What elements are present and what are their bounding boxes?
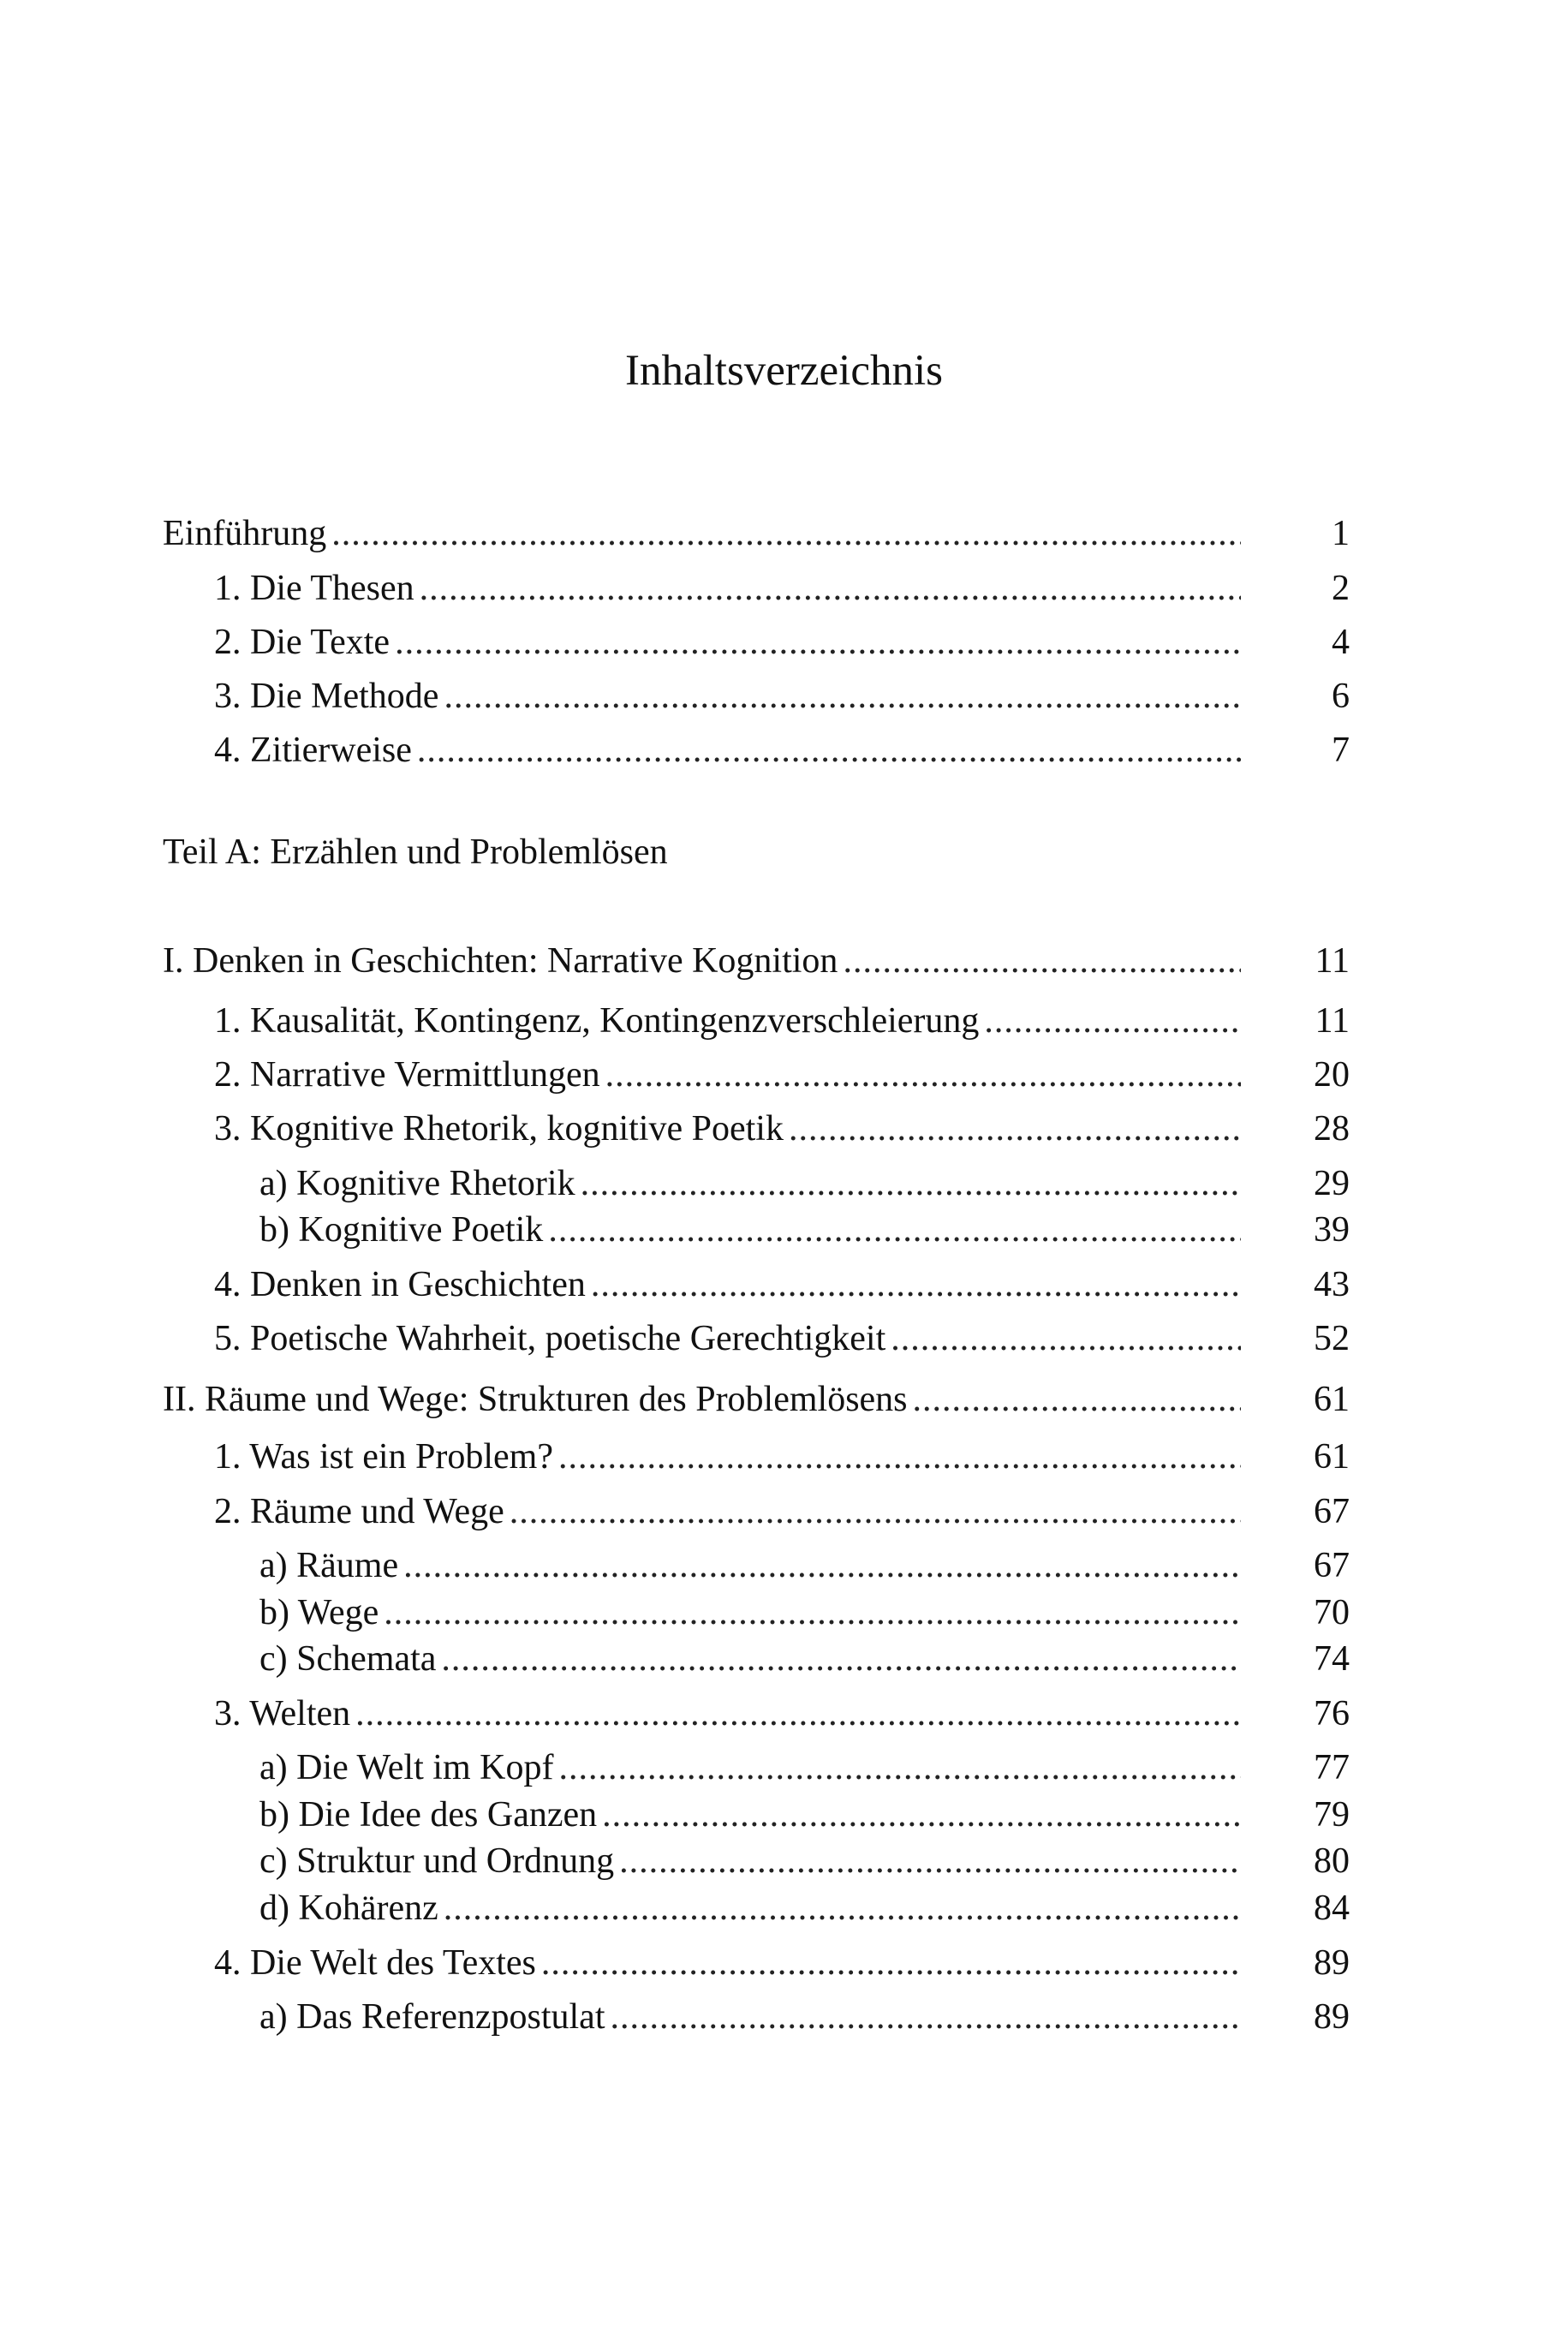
dot-leader (510, 1488, 1241, 1536)
toc-entry-label: d) Kohärenz (259, 1884, 444, 1932)
dot-leader (331, 510, 1241, 558)
toc-entry-label: 4. Denken in Geschichten (214, 1261, 591, 1309)
toc-entry-page: 11 (1315, 1001, 1350, 1041)
toc-entry-vermittlungen[interactable] (163, 1051, 1350, 1099)
toc-entry-label: 2. Narrative Vermittlungen (214, 1051, 605, 1099)
toc-entry-kognitive-rhetorik-poetik[interactable] (163, 1105, 1350, 1153)
dot-leader (395, 618, 1241, 666)
toc-entry-thesen[interactable] (163, 564, 1350, 612)
toc-entry-raeume-und-wege[interactable] (163, 1488, 1350, 1536)
toc-entry-methode[interactable] (163, 672, 1350, 720)
toc-entry-label: 1. Kausalität, Kontingenz, Kontingenzverschleierung (214, 997, 984, 1045)
toc-entry-label: a) Die Welt im Kopf (259, 1744, 558, 1792)
dot-leader (602, 1791, 1241, 1839)
toc-entry-label: 3. Welten (214, 1690, 355, 1738)
toc-entry-welten[interactable] (163, 1690, 1350, 1738)
toc-entry-einfuehrung[interactable] (163, 510, 1350, 558)
toc-entry-page: 70 (1314, 1593, 1350, 1632)
toc-entry-label: 2. Die Texte (214, 618, 395, 666)
toc-entry-page: 6 (1332, 677, 1350, 716)
dot-leader (548, 1206, 1241, 1254)
toc-entry-page: 61 (1314, 1380, 1350, 1419)
toc-entry-page: 20 (1314, 1055, 1350, 1095)
dot-leader (558, 1433, 1241, 1481)
dot-leader (591, 1261, 1241, 1309)
toc-entry-poetische-wahrheit[interactable] (163, 1315, 1350, 1363)
toc-entry-label: b) Wege (259, 1589, 384, 1637)
dot-leader (605, 1051, 1241, 1099)
toc-entry-page: 2 (1332, 569, 1350, 608)
toc-entry-page: 84 (1314, 1888, 1350, 1928)
dot-leader (355, 1690, 1241, 1738)
toc-entry-page: 52 (1314, 1319, 1350, 1358)
toc-entry-label: 1. Die Thesen (214, 564, 420, 612)
toc-entry-page: 67 (1314, 1492, 1350, 1531)
toc-entry-page: 28 (1314, 1109, 1350, 1149)
dot-leader (441, 1635, 1241, 1683)
toc-entry-label: b) Die Idee des Ganzen (259, 1791, 602, 1839)
dot-leader (843, 937, 1241, 985)
toc-entry-page: 74 (1314, 1639, 1350, 1679)
dot-leader (384, 1589, 1241, 1637)
toc-entry-idee-des-ganzen[interactable] (163, 1791, 1350, 1839)
toc-entry-welt-im-kopf[interactable] (163, 1744, 1350, 1792)
toc-entry-was-ist-ein-problem[interactable] (163, 1433, 1350, 1481)
toc-entry-label: a) Räume (259, 1542, 403, 1590)
toc-entry-page: 61 (1314, 1437, 1350, 1477)
toc-entry-page: 39 (1314, 1210, 1350, 1250)
toc-entry-zitierweise[interactable] (163, 726, 1350, 774)
toc-entry-label: 1. Was ist ein Problem? (214, 1433, 558, 1481)
part-heading: Teil A: Erzählen und Problemlösen (163, 832, 668, 872)
toc-entry-label: II. Räume und Wege: Strukturen des Problemlösens (163, 1375, 913, 1423)
toc-entry-struktur-und-ordnung[interactable] (163, 1837, 1350, 1885)
toc-entry-label: 3. Kognitive Rhetorik, kognitive Poetik (214, 1105, 789, 1153)
toc-entry-label: Einführung (163, 510, 331, 558)
toc-entry-page: 43 (1314, 1265, 1350, 1304)
toc-entry-raeume[interactable] (163, 1542, 1350, 1590)
dot-leader (789, 1105, 1241, 1153)
toc-entry-page: 77 (1314, 1748, 1350, 1787)
toc-entry-chapter-2[interactable] (163, 1375, 1350, 1423)
toc-entry-label: 2. Räume und Wege (214, 1488, 510, 1536)
dot-leader (417, 726, 1241, 774)
toc-entry-label: a) Das Referenzpostulat (259, 1993, 611, 2041)
toc-entry-page: 89 (1314, 1943, 1350, 1983)
toc-entry-kohaerenz[interactable] (163, 1884, 1350, 1932)
toc-entry-page: 79 (1314, 1795, 1350, 1835)
toc-entry-page: 80 (1314, 1841, 1350, 1881)
toc-entry-label: I. Denken in Geschichten: Narrative Kognition (163, 937, 843, 985)
toc-entry-page: 67 (1314, 1546, 1350, 1585)
toc-entry-label: a) Kognitive Rhetorik (259, 1160, 581, 1208)
dot-leader (541, 1939, 1241, 1987)
toc-entry-kognitive-poetik[interactable] (163, 1206, 1350, 1254)
toc-entry-kognitive-rhetorik[interactable] (163, 1160, 1350, 1208)
toc-entry-chapter-1[interactable] (163, 937, 1350, 985)
dot-leader (984, 997, 1241, 1045)
toc-entry-page: 4 (1332, 623, 1350, 662)
toc-entry-label: 5. Poetische Wahrheit, poetische Gerechtigkeit (214, 1315, 891, 1363)
page-title: Inhaltsverzeichnis (624, 347, 944, 395)
dot-leader (403, 1542, 1241, 1590)
dot-leader (611, 1993, 1242, 2041)
toc-entry-welt-des-textes[interactable] (163, 1939, 1350, 1987)
toc-entry-page: 7 (1332, 731, 1350, 770)
toc-entry-label: 4. Zitierweise (214, 726, 417, 774)
table-of-contents (163, 0, 1350, 2327)
dot-leader (581, 1160, 1241, 1208)
toc-entry-schemata[interactable] (163, 1635, 1350, 1683)
toc-entry-label: 4. Die Welt des Textes (214, 1939, 541, 1987)
toc-entry-label: c) Schemata (259, 1635, 441, 1683)
toc-entry-page: 11 (1315, 941, 1350, 981)
toc-entry-page: 29 (1314, 1164, 1350, 1203)
dot-leader (891, 1315, 1241, 1363)
dot-leader (619, 1837, 1241, 1885)
toc-entry-kausalitaet[interactable] (163, 997, 1350, 1045)
dot-leader (420, 564, 1241, 612)
dot-leader (913, 1375, 1241, 1423)
dot-leader (444, 672, 1241, 720)
toc-entry-page: 89 (1314, 1997, 1350, 2037)
toc-entry-page: 1 (1332, 514, 1350, 553)
toc-entry-label: 3. Die Methode (214, 672, 444, 720)
toc-entry-label: c) Struktur und Ordnung (259, 1837, 619, 1885)
toc-entry-label: b) Kognitive Poetik (259, 1206, 548, 1254)
toc-entry-wege[interactable] (163, 1589, 1350, 1637)
dot-leader (558, 1744, 1241, 1792)
toc-entry-texte[interactable] (163, 618, 1350, 666)
toc-entry-referenzpostulat[interactable] (163, 1993, 1350, 2041)
dot-leader (444, 1884, 1241, 1932)
toc-entry-denken-in-geschichten[interactable] (163, 1261, 1350, 1309)
toc-entry-page: 76 (1314, 1694, 1350, 1733)
